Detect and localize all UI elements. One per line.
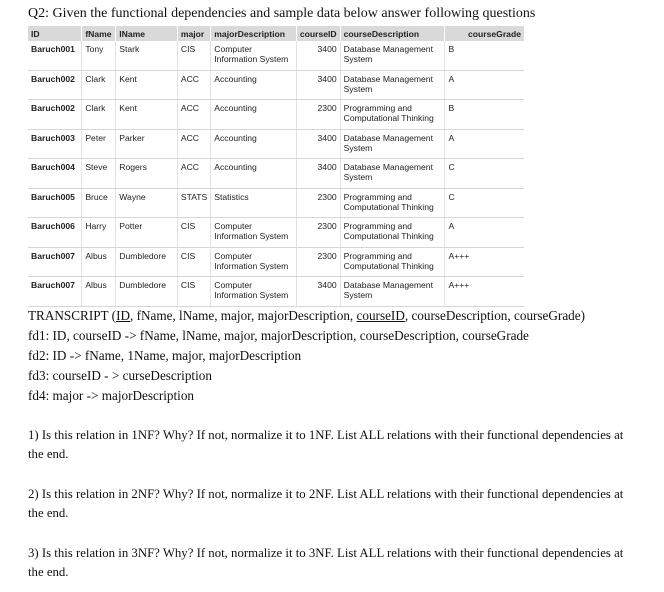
transcript-middle: , fName, lName, major, majorDescription,	[129, 308, 357, 323]
cell-course-grade: B	[445, 41, 524, 70]
cell-course-id: 2300	[296, 100, 340, 130]
cell-course-grade: A	[445, 70, 524, 100]
cell-course-description: Programming and Computational Thinking	[340, 247, 445, 277]
cell-course-id: 3400	[296, 41, 340, 70]
cell-course-id: 3400	[296, 129, 340, 159]
header-major: major	[177, 26, 210, 41]
dependency-fd2: fd2: ID -> fName, 1Name, major, majorDescription	[28, 348, 302, 363]
cell-fname: Harry	[82, 218, 116, 248]
transcript-schema	[28, 308, 585, 324]
cell-id: Baruch007	[28, 247, 82, 277]
cell-id: Baruch006	[28, 218, 82, 248]
cell-course-description: Database Management System	[340, 70, 445, 100]
cell-id: Baruch004	[28, 159, 82, 189]
cell-fname: Albus	[82, 277, 116, 307]
cell-major: STATS	[177, 188, 210, 218]
cell-course-grade: C	[445, 188, 524, 218]
cell-fname: Peter	[82, 129, 116, 159]
cell-course-grade: B	[445, 100, 524, 130]
cell-major-description: Accounting	[211, 70, 297, 100]
cell-lname: Parker	[116, 129, 178, 159]
cell-lname: Wayne	[116, 188, 178, 218]
cell-course-description: Database Management System	[340, 41, 445, 70]
cell-major-description: Computer Information System	[211, 277, 297, 307]
cell-course-description: Programming and Computational Thinking	[340, 188, 445, 218]
cell-course-id: 2300	[296, 188, 340, 218]
transcript-key-courseid: courseID	[356, 308, 405, 323]
cell-fname: Clark	[82, 70, 116, 100]
cell-fname: Bruce	[82, 188, 116, 218]
cell-major-description: Computer Information System	[211, 41, 297, 70]
cell-id: Baruch007	[28, 277, 82, 307]
cell-lname: Rogers	[116, 159, 178, 189]
transcript-prefix: TRANSCRIPT (	[28, 308, 117, 323]
cell-course-description: Programming and Computational Thinking	[340, 100, 445, 130]
table-row	[28, 159, 524, 189]
cell-fname: Clark	[82, 100, 116, 130]
header-id: ID	[28, 26, 82, 41]
cell-major: ACC	[177, 70, 210, 100]
cell-id: Baruch003	[28, 129, 82, 159]
cell-lname: Dumbledore	[116, 247, 178, 277]
cell-id: Baruch002	[28, 70, 82, 100]
cell-course-description: Programming and Computational Thinking	[340, 218, 445, 248]
table-row	[28, 277, 524, 307]
cell-lname: Stark	[116, 41, 178, 70]
question-2: 2) Is this relation in 2NF? Why? If not, normalize it to 2NF. List ALL relations with their functional dependencies at the end.	[28, 487, 624, 520]
header-fname: fName	[82, 26, 116, 41]
cell-major: CIS	[177, 41, 210, 70]
header-course-description: courseDescription	[340, 26, 445, 41]
table-row	[28, 70, 524, 100]
table-row	[28, 247, 524, 277]
cell-course-grade: A+++	[445, 247, 524, 277]
cell-course-description: Database Management System	[340, 159, 445, 189]
header-course-id: courseID	[296, 26, 340, 41]
table-row	[28, 41, 524, 70]
cell-course-grade: A	[445, 129, 524, 159]
cell-id: Baruch001	[28, 41, 82, 70]
question-title: Q2: Given the functional dependencies and sample data below answer following questions	[28, 6, 536, 21]
header-course-grade: courseGrade	[445, 26, 524, 41]
cell-major-description: Accounting	[211, 129, 297, 159]
cell-course-id: 2300	[296, 247, 340, 277]
transcript-key-id: ID	[116, 308, 130, 323]
dependency-fd3: fd3: courseID - > curseDescription	[28, 368, 212, 383]
cell-fname: Albus	[82, 247, 116, 277]
cell-course-description: Database Management System	[340, 129, 445, 159]
cell-id: Baruch002	[28, 100, 82, 130]
cell-major-description: Computer Information System	[211, 218, 297, 248]
cell-course-id: 3400	[296, 277, 340, 307]
cell-lname: Potter	[116, 218, 178, 248]
cell-course-id: 2300	[296, 218, 340, 248]
cell-lname: Kent	[116, 100, 178, 130]
cell-fname: Tony	[82, 41, 116, 70]
cell-course-grade: A+++	[445, 277, 524, 307]
cell-major-description: Accounting	[211, 159, 297, 189]
table-row	[28, 188, 524, 218]
header-major-description: majorDescription	[211, 26, 297, 41]
table-row	[28, 129, 524, 159]
cell-course-grade: C	[445, 159, 524, 189]
cell-major-description: Computer Information System	[211, 247, 297, 277]
cell-lname: Dumbledore	[116, 277, 178, 307]
cell-lname: Kent	[116, 70, 178, 100]
cell-major: ACC	[177, 100, 210, 130]
cell-major: CIS	[177, 277, 210, 307]
cell-major-description: Accounting	[211, 100, 297, 130]
cell-major: CIS	[177, 247, 210, 277]
header-lname: lName	[116, 26, 178, 41]
transcript-suffix: , courseDescription, courseGrade)	[404, 308, 586, 323]
cell-major: ACC	[177, 129, 210, 159]
cell-fname: Steve	[82, 159, 116, 189]
table-header-row	[28, 26, 524, 41]
cell-id: Baruch005	[28, 188, 82, 218]
question-3: 3) Is this relation in 3NF? Why? If not, normalize it to 3NF. List ALL relations with their functional dependencies at the end.	[28, 546, 624, 579]
dependency-fd4: fd4: major -> majorDescription	[28, 388, 195, 403]
cell-course-id: 3400	[296, 159, 340, 189]
table-row	[28, 218, 524, 248]
cell-course-id: 3400	[296, 70, 340, 100]
sample-data-table	[28, 26, 524, 307]
cell-major: CIS	[177, 218, 210, 248]
dependency-fd1: fd1: ID, courseID -> fName, lName, major, majorDescription, courseDescription, courseGrade	[28, 328, 529, 343]
table-row	[28, 100, 524, 130]
cell-course-description: Database Management System	[340, 277, 445, 307]
question-1: 1) Is this relation in 1NF? Why? If not, normalize it to 1NF. List ALL relations with their functional dependencies at the end.	[28, 428, 624, 461]
cell-course-grade: A	[445, 218, 524, 248]
cell-major-description: Statistics	[211, 188, 297, 218]
cell-major: ACC	[177, 159, 210, 189]
